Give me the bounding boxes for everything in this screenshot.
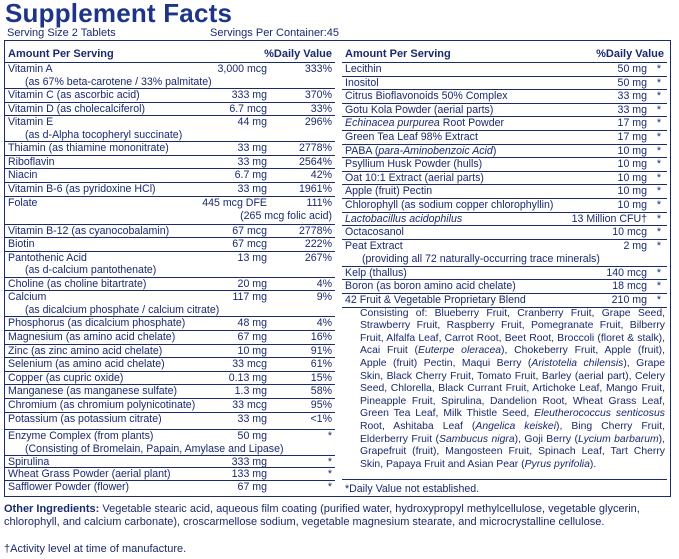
nutrient-name: Zinc (as zinc amino acid chelate) xyxy=(8,344,163,357)
amount-value: 17 mg xyxy=(617,130,647,143)
amount-value: 50 mg xyxy=(237,429,267,442)
nutrient-name: Inositol xyxy=(345,76,379,89)
nutrient-name: Chlorophyll (as sodium copper chlorophyllin) xyxy=(345,198,554,211)
table-row xyxy=(5,345,335,359)
nutrient-name: Phosphorus (as dicalcium phosphate) xyxy=(8,317,186,330)
page-title: Supplement Facts xyxy=(5,0,233,28)
daily-value: * xyxy=(656,158,661,171)
nutrient-name: Thiamin (as thiamine mononitrate) xyxy=(8,142,169,155)
nutrient-name: Potassium (as potassium citrate) xyxy=(8,412,162,425)
amount-value: 10 mg xyxy=(617,198,647,211)
table-row xyxy=(5,183,335,197)
table-row xyxy=(342,117,667,131)
daily-value: * xyxy=(656,185,661,198)
right-header xyxy=(342,47,667,63)
daily-value: * xyxy=(327,480,332,493)
table-row xyxy=(5,89,335,103)
nutrient-source: (as 67% beta-carotene / 33% palmitate) xyxy=(25,75,212,88)
amount-value: 18 mcg xyxy=(612,280,647,293)
daily-value: 91% xyxy=(310,344,332,357)
amount-value: 210 mg xyxy=(611,293,647,306)
nutrient-name: Kelp (thallus) xyxy=(345,266,407,279)
nutrient-name: Pantothenic Acid xyxy=(8,251,87,264)
daily-value: 61% xyxy=(310,358,332,371)
daily-value: 267% xyxy=(304,251,332,264)
daily-value: 4% xyxy=(316,277,332,290)
amount-value: 67 mcg xyxy=(232,238,267,251)
daily-value: 95% xyxy=(310,398,332,411)
table-row xyxy=(5,430,335,456)
table-row xyxy=(5,278,335,292)
amount-value: 10 mg xyxy=(237,344,267,357)
nutrient-name: Peat Extract xyxy=(345,239,403,252)
other-ingredients xyxy=(4,503,674,528)
amount-value: 140 mcg xyxy=(606,266,647,279)
table-row xyxy=(5,142,335,156)
nutrient-name: Biotin xyxy=(8,238,35,251)
nutrient-name: Magnesium (as amino acid chelate) xyxy=(8,330,176,343)
daily-value: * xyxy=(656,103,661,116)
table-row xyxy=(5,331,335,345)
table-row xyxy=(342,145,667,159)
daily-value: * xyxy=(656,63,661,75)
daily-value: * xyxy=(327,468,332,481)
table-row xyxy=(342,90,667,104)
amount-value: 33 mcg xyxy=(232,358,267,371)
right-column xyxy=(342,47,667,495)
nutrient-name: Vitamin A xyxy=(8,63,53,75)
daily-value: * xyxy=(656,226,661,239)
table-row xyxy=(5,156,335,170)
daily-value: * xyxy=(656,171,661,184)
left-header xyxy=(5,47,335,63)
amount-value: 10 mg xyxy=(617,185,647,198)
table-row xyxy=(5,225,335,239)
daily-value: 222% xyxy=(304,238,332,251)
amount-value: 133 mg xyxy=(231,468,267,481)
table-row xyxy=(342,240,667,267)
daily-value: 9% xyxy=(316,291,332,304)
nutrient-name: Vitamin B-12 (as cyanocobalamin) xyxy=(8,224,170,237)
nutrient-name: Apple (fruit) Pectin xyxy=(345,185,433,198)
nutrient-name: Calcium xyxy=(8,291,47,304)
daily-value: 2778% xyxy=(299,142,332,155)
amount-value: 2 mg xyxy=(623,239,647,252)
daily-value: 16% xyxy=(310,330,332,343)
table-row xyxy=(342,77,667,91)
serving-size: Serving Size 2 Tablets xyxy=(7,27,116,39)
nutrient-name: Oat 10:1 Extract (aerial parts) xyxy=(345,171,484,184)
nutrient-name: Vitamin D (as cholecalciferol) xyxy=(8,102,145,115)
daily-value: * xyxy=(656,293,661,306)
amount-value: 1.3 mg xyxy=(234,385,267,398)
table-row xyxy=(5,481,335,494)
table-row xyxy=(5,197,335,225)
amount-value: 0.13 mg xyxy=(228,371,267,384)
amount-header: Amount Per Serving xyxy=(8,48,114,60)
nutrient-name: Boron (as boron amino acid chelate) xyxy=(345,280,516,293)
amount-header: Amount Per Serving xyxy=(345,48,451,60)
table-row xyxy=(5,385,335,399)
amount-value: 6.7 mg xyxy=(234,169,267,182)
table-row xyxy=(342,185,667,199)
table-row xyxy=(5,468,335,481)
amount-value: 33 mg xyxy=(617,90,647,103)
amount-value: 67 mg xyxy=(237,480,267,493)
daily-value: * xyxy=(656,266,661,279)
table-row xyxy=(5,399,335,413)
table-row xyxy=(5,103,335,117)
amount-value: 33 mg xyxy=(237,182,267,195)
amount-value: 67 mg xyxy=(237,330,267,343)
amount-value: 10 mcg xyxy=(612,226,647,239)
nutrient-name: Spirulina xyxy=(8,455,50,468)
nutrient-name: Citrus Bioflavonoids 50% Complex xyxy=(345,90,508,103)
daily-value: 42% xyxy=(310,169,332,182)
daily-value: 296% xyxy=(304,116,332,129)
amount-value: 17 mg xyxy=(617,117,647,130)
nutrient-name: Enzyme Complex (from plants) xyxy=(8,429,154,442)
nutrient-source: (as dicalcium phosphate / calcium citrate) xyxy=(25,303,220,316)
table-row xyxy=(5,116,335,142)
amount-value: 33 mg xyxy=(237,412,267,425)
nutrient-name: Vitamin C (as ascorbic acid) xyxy=(8,89,140,101)
amount-value: 50 mg xyxy=(617,63,647,75)
amount-value: 3,000 mcg xyxy=(217,63,267,75)
daily-value: 58% xyxy=(310,385,332,398)
daily-value: <1% xyxy=(310,412,332,425)
amount-value: 333 mg xyxy=(231,89,267,101)
nutrient-name: Manganese (as manganese sulfate) xyxy=(8,385,178,398)
amount-value: 10 mg xyxy=(617,158,647,171)
table-row xyxy=(342,280,667,294)
amount-value: 333 mg xyxy=(231,455,267,468)
amount-value: 6.7 mcg xyxy=(229,102,267,115)
daily-value: 15% xyxy=(310,371,332,384)
nutrient-name: Selenium (as amino acid chelate) xyxy=(8,358,165,371)
nutrient-name: Choline (as choline bitartrate) xyxy=(8,277,147,290)
table-row xyxy=(5,252,335,278)
amount-value: 33 mg xyxy=(617,103,647,116)
daily-value: 370% xyxy=(304,89,332,101)
amount-value: 50 mg xyxy=(617,76,647,89)
table-row xyxy=(342,226,667,240)
table-row xyxy=(5,317,335,331)
daily-value: * xyxy=(656,212,661,225)
amount-value: 48 mg xyxy=(237,317,267,330)
table-row xyxy=(342,213,667,227)
amount-value: 33 mg xyxy=(237,155,267,168)
nutrient-name: Chromium (as chromium polynicotinate) xyxy=(8,398,196,411)
daily-value: * xyxy=(656,144,661,157)
amount-value: 10 mg xyxy=(617,144,647,157)
table-row xyxy=(5,238,335,252)
table-row xyxy=(342,267,667,281)
daily-value: * xyxy=(327,455,332,468)
table-row xyxy=(5,456,335,469)
amount-value: 67 mcg xyxy=(232,224,267,237)
daily-value: 33% xyxy=(310,102,332,115)
table-row xyxy=(342,199,667,213)
nutrient-name: Safflower Powder (flower) xyxy=(8,480,130,493)
table-row xyxy=(342,294,667,308)
nutrient-name: Vitamin B-6 (as pyridoxine HCl) xyxy=(8,182,156,195)
daily-value: 2778% xyxy=(299,224,332,237)
daily-value: 2564% xyxy=(299,155,332,168)
amount-value: 13 mg xyxy=(237,251,267,264)
nutrient-name: Vitamin E xyxy=(8,116,54,129)
divider xyxy=(342,479,667,480)
amount-value: 33 mcg xyxy=(232,398,267,411)
amount-value: 117 mg xyxy=(232,291,267,304)
nutrient-name: Echinacea purpurea Root Powder xyxy=(345,117,505,130)
table-row xyxy=(5,358,335,372)
daily-value: * xyxy=(656,130,661,143)
daily-value: 4% xyxy=(316,317,332,330)
nutrient-source: (as d-Alpha tocopheryl succinate) xyxy=(25,128,183,141)
table-row xyxy=(342,63,667,77)
table-row xyxy=(342,158,667,172)
nutrient-name: Riboflavin xyxy=(8,155,55,168)
table-row xyxy=(5,63,335,89)
left-column xyxy=(5,47,335,494)
daily-value-note: *Daily Value not established. xyxy=(345,483,480,495)
nutrient-name: Folate xyxy=(8,196,38,209)
amount-value: 13 Million CFU† xyxy=(571,212,647,225)
servings-per-container: Servings Per Container:45 xyxy=(210,27,340,39)
nutrient-source: (providing all 72 naturally-occurring trace minerals) xyxy=(362,253,600,266)
nutrient-name: Gotu Kola Powder (aerial parts) xyxy=(345,103,494,116)
nutrient-name: Green Tea Leaf 98% Extract xyxy=(345,130,478,143)
daily-value: 1961% xyxy=(299,182,332,195)
table-row xyxy=(5,291,335,317)
nutrient-name: Copper (as cupric oxide) xyxy=(8,371,124,384)
nutrient-name: 42 Fruit & Vegetable Proprietary Blend xyxy=(345,293,526,306)
table-row xyxy=(342,104,667,118)
daily-value: * xyxy=(656,198,661,211)
table-row xyxy=(5,169,335,183)
nutrient-name: Psyllium Husk Powder (hulls) xyxy=(345,158,483,171)
nutrient-name: Niacin xyxy=(8,169,38,182)
daily-value: 333% xyxy=(304,63,332,75)
table-row xyxy=(5,372,335,386)
other-ingredients-text: Vegetable stearic acid, aqueous film coating (purified water, hydroxypropyl methylcellulose, vegetable glycerin, chlorophyll, and calcium carbonate), croscarmellose sodium, vegetable magnesium stearate, and microcrystalline cellulose. xyxy=(4,503,640,528)
daily-value-header: %Daily Value xyxy=(596,48,664,60)
daily-value: * xyxy=(656,117,661,130)
nutrient-source: (as d-calcium pantothenate) xyxy=(25,264,157,277)
daily-value-header: %Daily Value xyxy=(264,48,332,60)
table-row xyxy=(342,131,667,145)
daily-value: * xyxy=(656,90,661,103)
nutrient-source: (Consisting of Bromelain, Papain, Amylase and Lipase) xyxy=(25,443,284,455)
amount-value: 44 mg xyxy=(237,116,267,129)
blend-ingredients: Consisting of: Blueberry Fruit, Cranberry Fruit, Grape Seed, Strawberry Fruit, Raspberry Fruit, Pomegranate Fruit, Bilberry Fruit, Alfalfa Leaf, Carrot Root, Beet Root, Broccoli (floret & stalk), Acai Fruit (Euterpe oleracea), Chokeberry Fruit, Apple (fruit), Apple (fruit) Pectin, Maqui Berry (Aristotelia chilensis), Grape Skin, Black Cherry Fruit, Tomato Fruit, Barley (aerial part), Celery Seed, Chlorella, Black Currant Fruit, Artichoke Leaf, Mango Fruit, Pineapple Fruit, Spirulina, Dandelion Root, Wheat Grass Leaf, Green Tea Leaf, Milk Thistle Seed, Eleutherococcus senticosus Root, Ashitaba Leaf (Angelica keiskei), Bing Cherry Fruit, Elderberry Fruit (Sambucus nigra), Goji Berry (Lycium barbarum), Grapefruit (fruit), Mangosteen Fruit, Spinach Leaf, Tart Cherry Skin, Papaya Fruit and Asian Pear (Pyrus pyrifolia). xyxy=(360,307,666,470)
nutrient-name: Wheat Grass Powder (aerial plant) xyxy=(8,468,171,481)
table-row xyxy=(5,413,335,430)
amount-value: 10 mg xyxy=(617,171,647,184)
amount-detail: (265 mcg folic acid) xyxy=(240,209,332,222)
daily-value: * xyxy=(656,280,661,293)
other-ingredients-label: Other Ingredients: xyxy=(4,503,100,515)
amount-value: 33 mg xyxy=(237,142,267,155)
daily-value: * xyxy=(656,239,661,252)
daily-value: 111% xyxy=(306,196,332,209)
nutrient-name: Octacosanol xyxy=(345,226,404,239)
daily-value: * xyxy=(327,429,332,442)
daily-value: * xyxy=(656,76,661,89)
activity-note: †Activity level at time of manufacture. xyxy=(4,543,187,555)
nutrient-name: Lactobacillus acidophilus xyxy=(345,212,463,225)
table-row xyxy=(342,172,667,186)
amount-value: 445 mcg DFE xyxy=(202,196,267,209)
nutrient-name: Lecithin xyxy=(345,63,382,75)
nutrient-name: PABA (para-Aminobenzoic Acid) xyxy=(345,144,497,157)
amount-value: 20 mg xyxy=(237,277,267,290)
